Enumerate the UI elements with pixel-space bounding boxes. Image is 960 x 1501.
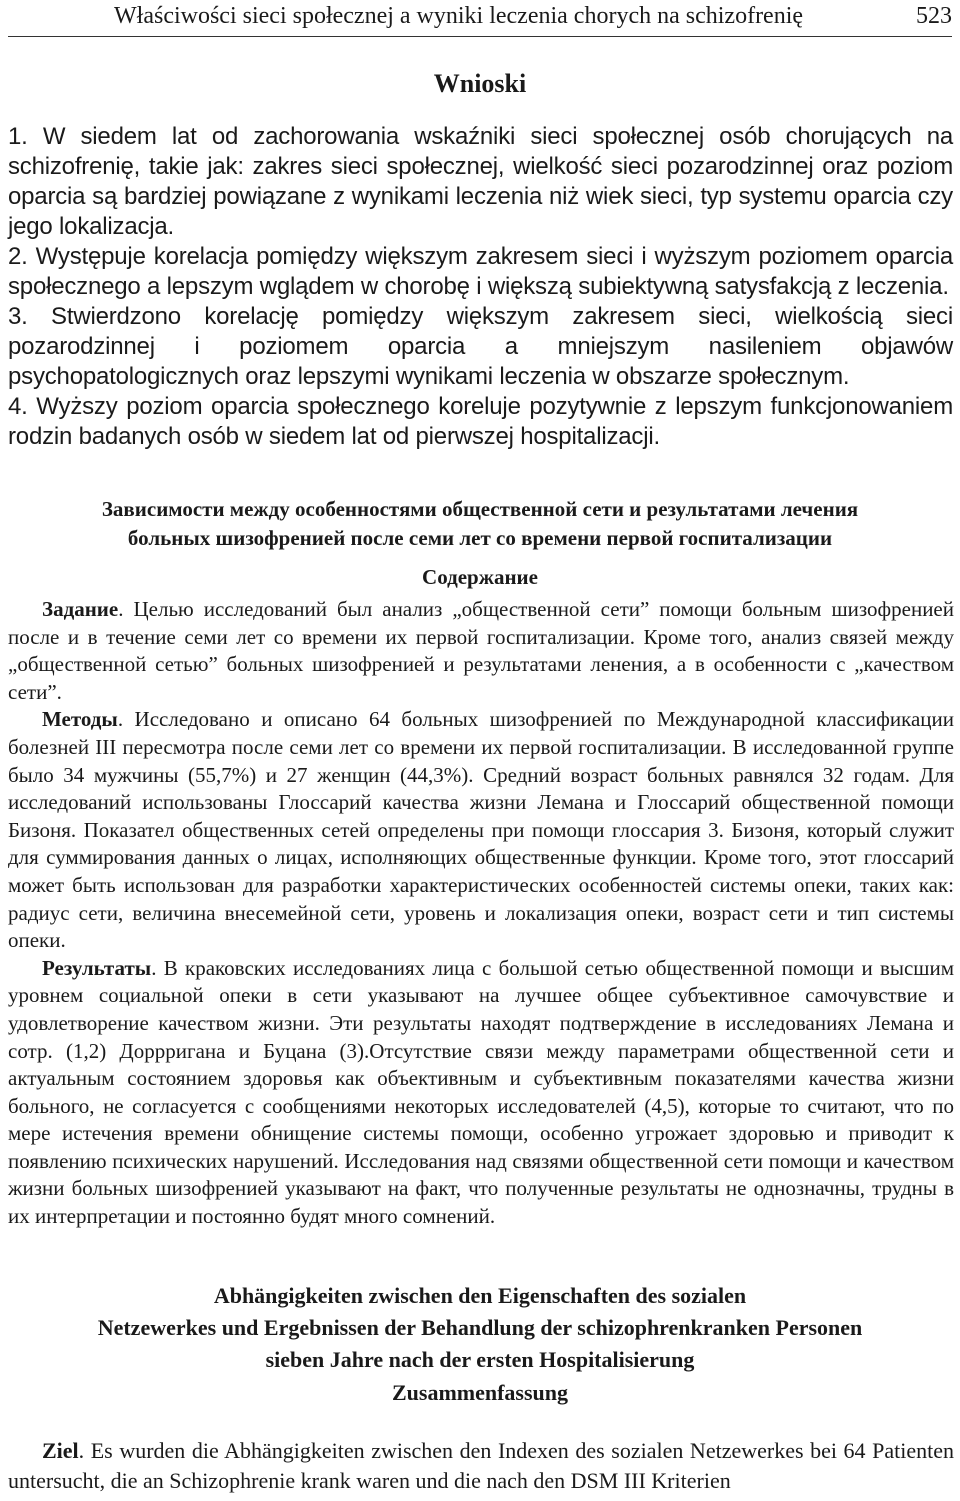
page-number: 523 bbox=[916, 3, 952, 29]
conclusion-item-2: 2. Występuje korelacja pomiędzy większym zakresem sieci i wyższym poziomem oparcia społecznego a lepszym wglądem w chorobę i większą subiektywną satysfakcją z leczenia. bbox=[8, 243, 953, 300]
russian-abstract-body bbox=[8, 596, 954, 1231]
russian-abstract-title bbox=[0, 495, 960, 553]
russian-task-label: Задание bbox=[42, 597, 119, 621]
russian-methods-paragraph bbox=[8, 706, 954, 954]
russian-methods-text: . Исследовано и описано 64 больных шизофренией по Международной классификации болезней III пересмотра после семи лет со времени их первой госпитализации. В исследованной группе было 34 мужчины (55,7%) и 27 женщин (44,3%). Средний возраст больных равнялся 32 годам. Для исследований использованы Глоссарий качества жизни Лемана и Глоссарий общественной помощи Бизоня. Показател общественных сетей определены при помощи глоссария 3. Бизоня, который служит для суммирования данных о лицах, исполняющих общественные функции. Кроме того, этот глоссарий может быть использован для разработки характеристических особенностей системы опеки, таких как: радиус сети, величина внесемейной сети, уровень и локализация опеки, возраст сети и тип системы опеки. bbox=[8, 707, 954, 953]
german-title-line-3: sieben Jahre nach der ersten Hospitalisierung bbox=[265, 1347, 695, 1372]
russian-title-line-2: больных шизофренией после семи лет со времени первой госпитализации bbox=[127, 526, 833, 550]
conclusions-list bbox=[8, 122, 953, 452]
german-abstract-title bbox=[0, 1280, 960, 1376]
russian-summary-heading: Содержание bbox=[422, 565, 538, 589]
russian-results-text: . В краковских исследованиях лица с большой сетью общественной помощи и высшим уровнем социальной опеки в сети указывают на лучшее общее субъективное самочувствие и удовлетворение качеством жизни. Эти результаты находят подтверждение в исследованиях Лемана и сотр. (1,2) Доррригана и Буцана (3).Отсутствие связи между параметрами общественной сети и актуальным состоянием здоровья как объективным и субъективным показателями качества жизни больного, не согласуется с сообщениями некоторых исследователей (4,5), которые то считают, что по мере истечения времени обнищение системы помощи, особенно угрожает здоровью и приводит к появлению психических нарушений. Исследования над связями общественной сети помощи и качеством жизни больных шизофренией указывают на факт, что полученные результаты не однозначны, трудны в их интерпретации и постоянно будят много сомнений. bbox=[8, 955, 954, 1229]
russian-title-line-1: Зависимости между особенностями общественной сети и результатами лечения bbox=[101, 497, 859, 521]
russian-results-paragraph bbox=[8, 955, 954, 1231]
running-header bbox=[8, 2, 952, 37]
russian-task-text: . Целью исследований был анализ „общественной сети” помощи больным шизофренией после и в течение семи лет со времени их первой госпитализации. Кроме того, анализ связей между „общественной сетью” больных шизофренией и результатами ленения, а в особенности с „качеством сети”. bbox=[8, 597, 954, 704]
conclusion-item-3: 3. Stwierdzono korelację pomiędzy większym zakresem sieci, wielkością sieci pozarodzinnej i poziomem oparcia a mniejszym nasileniem objawów psychopatologicznych oraz lepszymi wynikami leczenia w obszarze społecznym. bbox=[8, 303, 953, 390]
conclusion-item-4: 4. Wyższy poziom oparcia społecznego koreluje pozytywnie z lepszym funkcjonowaniem rodzin badanych osób w siedem lat od pierwszej hospitalizacji. bbox=[8, 393, 953, 450]
german-aim-label: Ziel bbox=[42, 1438, 79, 1463]
german-title-line-1: Abhängigkeiten zwischen den Eigenschaften des sozialen bbox=[213, 1283, 747, 1308]
german-aim-text: . Es wurden die Abhängigkeiten zwischen den Indexen des sozialen Netzewerkes bei 64 Patienten untersucht, die an Schizophrenie krank waren und die nach den DSM III Kriterien bbox=[8, 1438, 954, 1493]
russian-methods-label: Методы bbox=[42, 707, 118, 732]
russian-results-label: Результаты bbox=[42, 955, 152, 980]
russian-task-paragraph bbox=[8, 596, 954, 706]
german-title-line-2: Netzewerkes und Ergebnissen der Behandlung der schizophrenkranken Personen bbox=[97, 1315, 863, 1340]
conclusion-item-1: 1. W siedem lat od zachorowania wskaźniki sieci społecznej osób chorujących na schizofrenię, takie jak: zakres sieci społecznej, wielkość sieci pozarodzinnej oraz poziom oparcia są bardziej powiązane z wynikami leczenia niż wiek sieci, typ systemu oparcia czy jego lokalizacja. bbox=[8, 123, 953, 240]
running-title: Właściwości sieci społecznej a wyniki leczenia chorych na schizofrenię bbox=[114, 3, 804, 29]
german-aim-paragraph bbox=[8, 1436, 954, 1496]
german-abstract-body bbox=[8, 1436, 954, 1496]
german-summary-heading: Zusammenfassung bbox=[391, 1380, 569, 1405]
conclusions-heading: Wnioski bbox=[433, 69, 527, 98]
